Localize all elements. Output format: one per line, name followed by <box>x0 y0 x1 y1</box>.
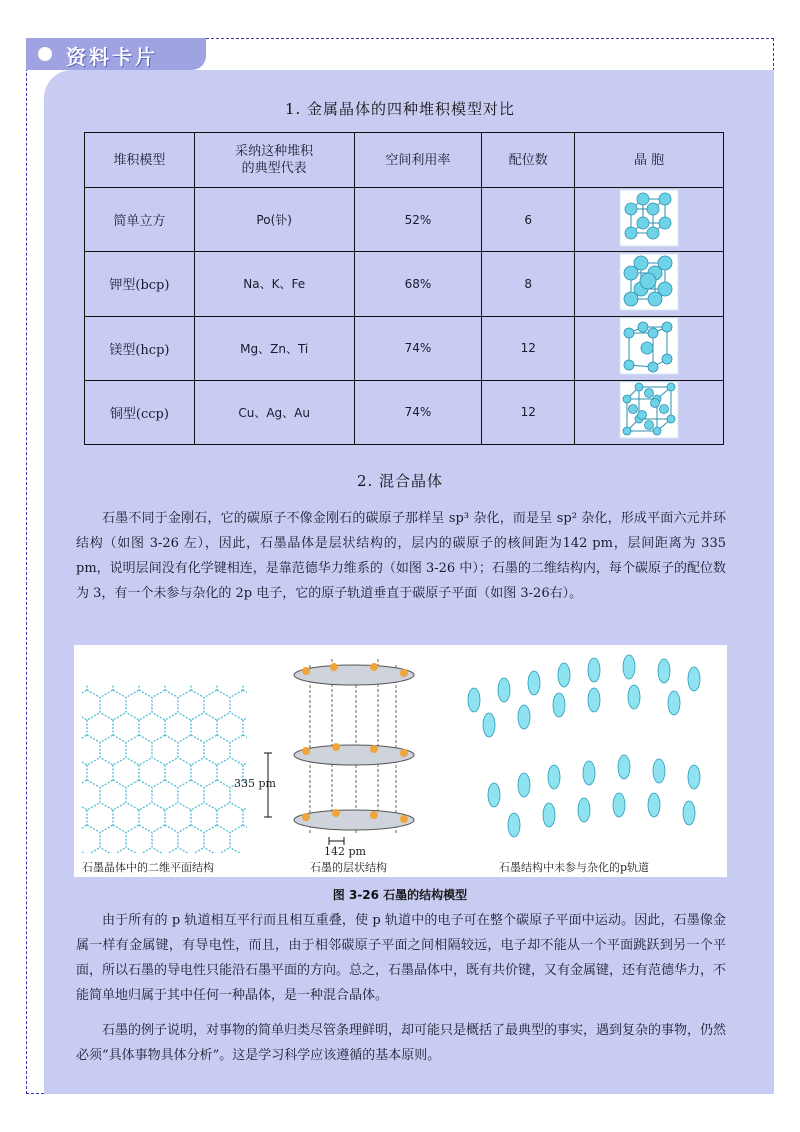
cell-coord: 6 <box>482 188 575 252</box>
col-header-coord: 配位数 <box>482 133 575 188</box>
cell-example: Mg、Zn、Ti <box>194 316 354 380</box>
label-p-orbitals: 石墨结构中未参与杂化的p轨道 <box>499 861 650 874</box>
packing-table <box>84 132 724 445</box>
section2-title: 2. 混合晶体 <box>356 472 444 490</box>
paragraph-conclusion: 石墨的例子说明，对事物的简单归类尽管条理鲜明，却可能只是概括了最典型的事实，遇到复杂的事物，仍然必须“具体事物具体分析”。这是学习科学应该遵循的基本原则。 <box>76 1023 727 1063</box>
cell-example: Po(钋) <box>194 188 354 252</box>
col-header-example-line1: 采纳这种堆积 <box>235 144 314 159</box>
cell-ratio: 52% <box>354 188 482 252</box>
layered-structure-illustration <box>264 659 414 845</box>
figure-caption: 图 3-26 石墨的结构模型 <box>332 888 468 902</box>
cell-ratio: 68% <box>354 252 482 316</box>
table-header-row <box>85 133 724 188</box>
cell-model: 钾型(bcp) <box>85 252 195 316</box>
section1-title: 1. 金属晶体的四种堆积模型对比 <box>284 100 516 118</box>
label-plane-structure: 石墨晶体中的二维平面结构 <box>82 861 214 874</box>
col-header-example <box>194 133 354 188</box>
hcp-cell-icon <box>619 317 679 375</box>
table-row <box>85 252 724 316</box>
cell-example: Cu、Ag、Au <box>194 380 354 444</box>
cell-coord: 12 <box>482 380 575 444</box>
cell-model: 铜型(ccp) <box>85 380 195 444</box>
col-header-model: 堆积模型 <box>85 133 195 188</box>
cell-model: 简单立方 <box>85 188 195 252</box>
cell-ratio: 74% <box>354 380 482 444</box>
header-tab <box>26 38 206 70</box>
cell-unit-cell <box>575 188 724 252</box>
paragraph-graphite-conductivity: 由于所有的 p 轨道相互平行而且相互重叠，使 p 轨道中的电子可在整个碳原子平面中运动。因此，石墨像金属一样有金属键，有导电性，而且，由于相邻碳原子平面之间相隔较远，电子却不能从一个平面跳跃到另一个平面，所以石墨的导电性只能沿石墨平面的方向。总之，石墨晶体中，既有共价键，又有金属键，还有范德华力，不能简单地归属于其中任何一种晶体，是一种混合晶体。 <box>76 913 727 1003</box>
label-layer-structure: 石墨的层状结构 <box>310 861 387 874</box>
cell-coord: 12 <box>482 316 575 380</box>
col-header-example-line2: 的典型代表 <box>241 161 307 176</box>
fcc-cell-icon <box>619 381 679 439</box>
table-row <box>85 188 724 252</box>
graphite-illustrations <box>74 645 727 877</box>
dimension-142: 142 pm <box>324 845 366 858</box>
cell-coord: 8 <box>482 252 575 316</box>
col-header-ratio: 空间利用率 <box>354 133 482 188</box>
paragraph-graphite-structure: 石墨不同于金刚石，它的碳原子不像金刚石的碳原子那样呈 sp³ 杂化，而是呈 sp² 杂化，形成平面六元并环结构（如图 3-26 左），因此，石墨晶体是层状结构的，层内的碳原子的核间距为142 pm，层间距离为 335 pm，说明层间没有化学键相连，是靠范德华力维系的（如图 3-26 中）；石墨的二维结构内，每个碳原子的配位数为 3，有一个未参与杂化的 2p 电子，它的原子轨道垂直于碳原子平面（如图 3-26右）。 <box>76 511 726 601</box>
p-orbital-illustration <box>468 655 700 837</box>
cell-unit-cell <box>575 316 724 380</box>
cell-ratio: 74% <box>354 316 482 380</box>
table-row <box>85 380 724 444</box>
col-header-cell: 晶 胞 <box>575 133 724 188</box>
table-row <box>85 316 724 380</box>
tab-title: 资料卡片 <box>66 45 158 69</box>
bcc-cell-icon <box>619 253 679 311</box>
simple-cubic-cell-icon <box>619 189 679 247</box>
cell-model: 镁型(hcp) <box>85 316 195 380</box>
dimension-335: 335 pm <box>234 777 276 790</box>
cell-example: Na、K、Fe <box>194 252 354 316</box>
figure-graphite-models <box>74 645 727 877</box>
bullet-icon <box>38 47 52 61</box>
cell-unit-cell <box>575 252 724 316</box>
cell-unit-cell <box>575 380 724 444</box>
hex-plane-illustration <box>82 685 247 853</box>
